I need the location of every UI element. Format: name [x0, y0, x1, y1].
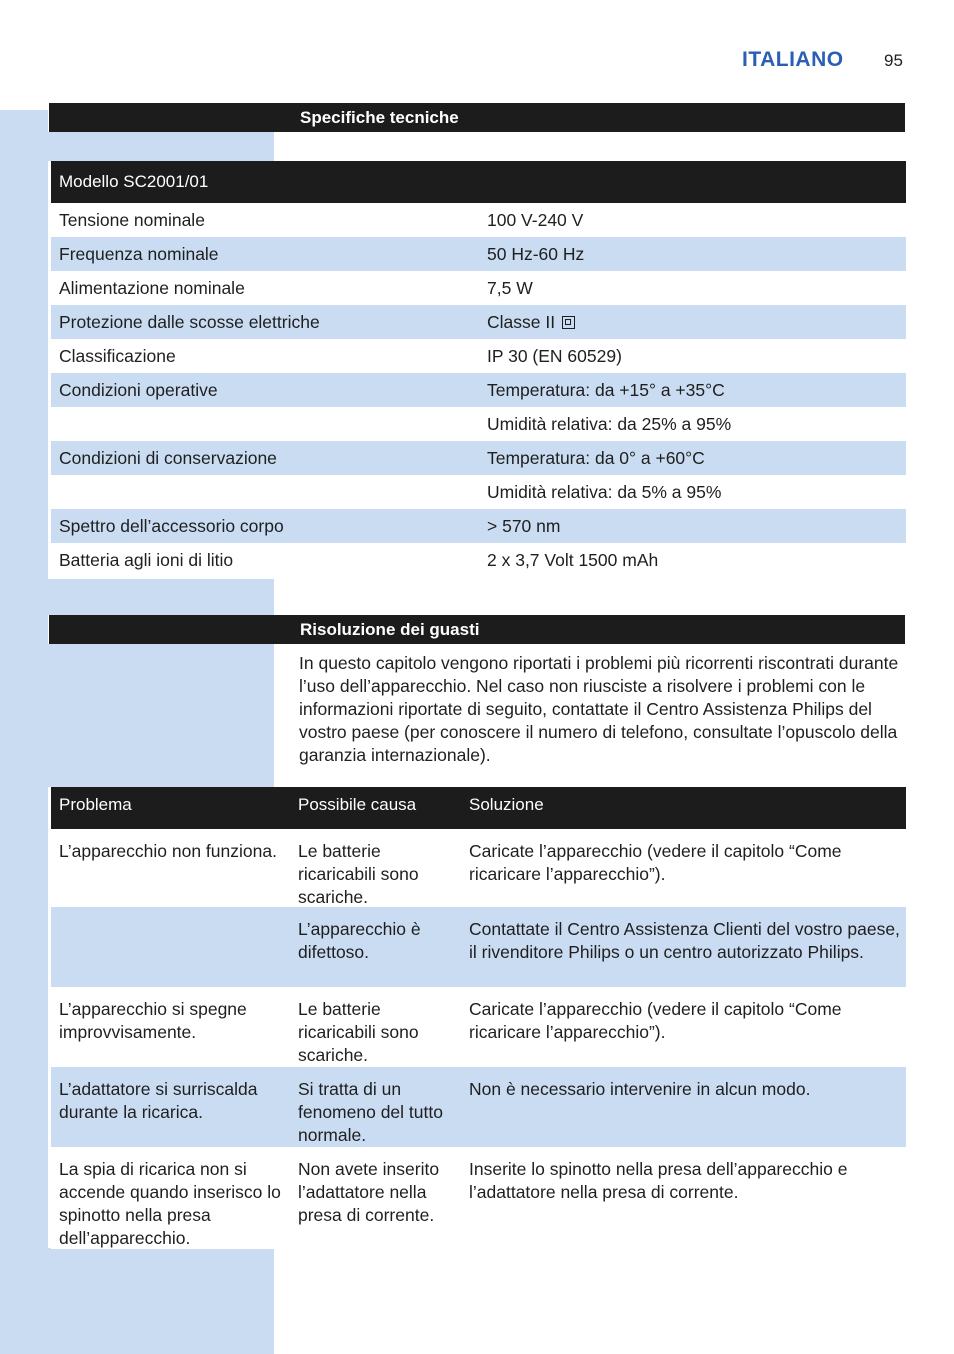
problem-cell: L’apparecchio si spegne improvvisamente.	[59, 999, 247, 1042]
spec-label: Protezione dalle scosse elettriche	[59, 312, 320, 332]
spec-row	[51, 543, 906, 577]
spec-value: Temperatura: da 0° a +60°C	[487, 448, 705, 468]
spec-value-cell	[479, 305, 906, 339]
specs-table	[51, 161, 906, 577]
troubleshooting-table	[51, 787, 906, 1249]
spec-row	[51, 271, 906, 305]
spec-value: Umidità relativa: da 25% a 95%	[487, 414, 732, 434]
spec-value: > 570 nm	[487, 516, 561, 536]
problem-cell: La spia di ricarica non si accende quando inserisco lo spinotto nella presa dell’apparecchio.	[59, 1159, 281, 1248]
spec-row	[51, 203, 906, 237]
spec-row	[51, 305, 906, 339]
solution-cell: Caricate l’apparecchio (vedere il capitolo “Come ricaricare l’apparecchio”).	[469, 841, 842, 884]
solution-cell: Contattate il Centro Assistenza Clienti del vostro paese, il rivenditore Philips o un centro autorizzato Philips.	[469, 919, 900, 962]
cause-cell: L’apparecchio è difettoso.	[298, 919, 421, 962]
spec-label: Condizioni di conservazione	[59, 448, 277, 468]
spec-value: 7,5 W	[487, 278, 533, 298]
column-header-solution: Soluzione	[469, 795, 544, 814]
problem-cell	[51, 907, 290, 987]
spec-value: 2 x 3,7 Volt 1500 mAh	[487, 550, 659, 570]
spec-label: Frequenza nominale	[59, 244, 219, 264]
table-row	[51, 1147, 906, 1249]
spec-value: Umidità relativa: da 5% a 95%	[487, 482, 722, 502]
table-row	[51, 907, 906, 987]
spec-value: Classe II	[487, 312, 556, 332]
spec-row	[51, 339, 906, 373]
spec-label: Condizioni operative	[59, 380, 218, 400]
spec-row	[51, 373, 906, 407]
cause-cell: Le batterie ricaricabili sono scariche.	[298, 999, 419, 1065]
spec-row	[51, 441, 906, 475]
troubleshooting-section-title: Risoluzione dei guasti	[49, 615, 905, 644]
spec-value: Temperatura: da +15° a +35°C	[487, 380, 725, 400]
page-number: 95	[884, 51, 903, 70]
problem-cell: L’apparecchio non funziona.	[59, 841, 277, 861]
troubleshooting-intro: In questo capitolo vengono riportati i problemi più ricorrenti riscontrati durante l’uso dell’apparecchio. Nel caso non riusciste a risolvere i problemi con le informazioni riportate di seguito, contattate il Centro Assistenza Philips del vostro paese (per conoscere il numero di telefono, consultate l’opuscolo della garanzia internazionale).	[299, 653, 899, 765]
table-row	[51, 987, 906, 1067]
solution-cell: Inserite lo spinotto nella presa dell’apparecchio e l’adattatore nella presa di corrente.	[469, 1159, 848, 1202]
language-label: ITALIANO	[742, 48, 844, 71]
spec-value: IP 30 (EN 60529)	[487, 346, 622, 366]
cause-cell: Le batterie ricaricabili sono scariche.	[298, 841, 419, 907]
cause-cell: Non avete inserito l’adattatore nella presa di corrente.	[298, 1159, 440, 1225]
class-ii-symbol-icon	[562, 316, 575, 329]
spec-row	[51, 407, 906, 441]
spec-label	[51, 475, 479, 509]
spec-label: Batteria agli ioni di litio	[59, 550, 234, 570]
spec-value: 100 V-240 V	[487, 210, 584, 230]
cause-cell: Si tratta di un fenomeno del tutto normale.	[298, 1079, 443, 1145]
specs-section-title: Specifiche tecniche	[49, 103, 905, 132]
solution-cell: Non è necessario intervenire in alcun modo.	[469, 1079, 811, 1099]
spec-row	[51, 475, 906, 509]
column-header-cause: Possibile causa	[298, 795, 417, 814]
spec-label: Classificazione	[59, 346, 176, 366]
specs-model-header: Modello SC2001/01	[51, 161, 906, 203]
spec-label	[51, 407, 479, 441]
spec-row	[51, 237, 906, 271]
table-row	[51, 1067, 906, 1147]
spec-value: 50 Hz-60 Hz	[487, 244, 585, 264]
column-header-problem: Problema	[59, 795, 132, 814]
solution-cell: Caricate l’apparecchio (vedere il capitolo “Come ricaricare l’apparecchio”).	[469, 999, 842, 1042]
table-header	[51, 787, 906, 829]
spec-label: Tensione nominale	[59, 210, 205, 230]
table-row	[51, 829, 906, 907]
spec-label: Spettro dell’accessorio corpo	[59, 516, 284, 536]
spec-label: Alimentazione nominale	[59, 278, 245, 298]
spec-row	[51, 509, 906, 543]
problem-cell: L’adattatore si surriscalda durante la ricarica.	[59, 1079, 258, 1122]
